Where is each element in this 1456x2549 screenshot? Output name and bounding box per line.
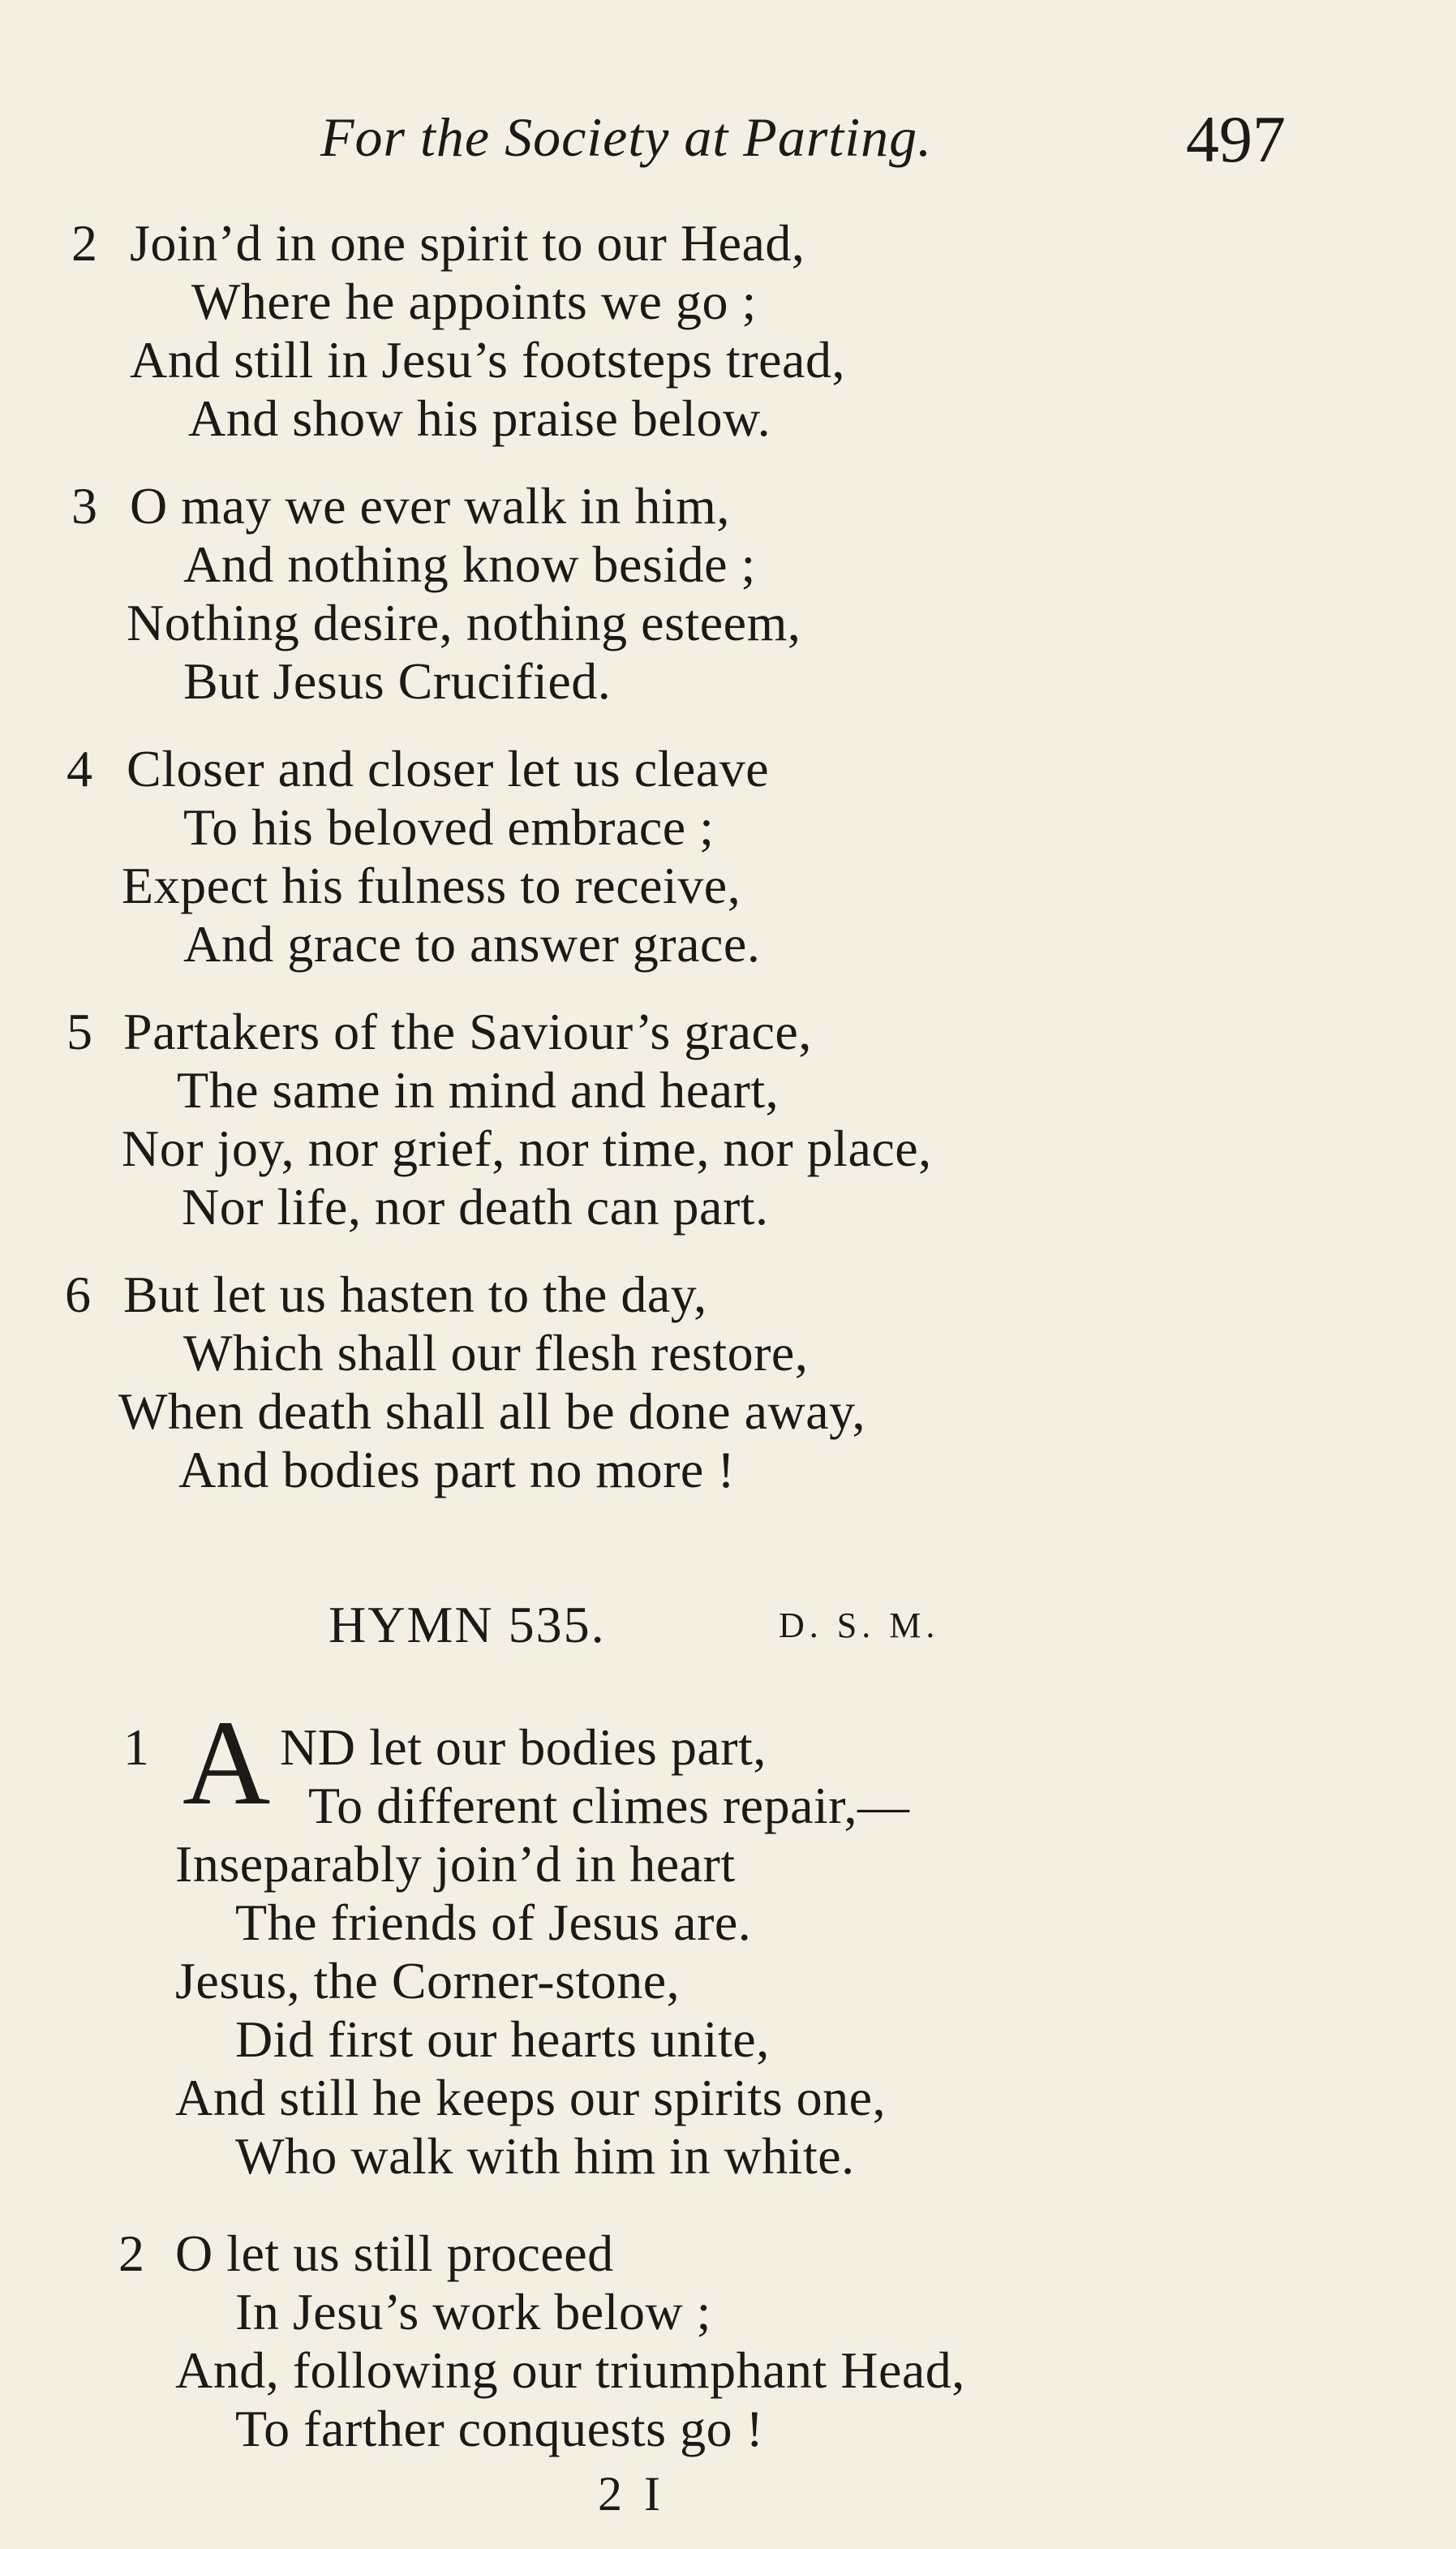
drop-cap: A (183, 1696, 271, 1830)
verse-line: But Jesus Crucified. (183, 652, 612, 710)
stanza-number: 2 (118, 2224, 144, 2282)
stanza-number: 1 (123, 1718, 149, 1776)
verse-line: Which shall our flesh restore, (183, 1324, 809, 1382)
verse-line: And bodies part no more ! (178, 1441, 736, 1498)
verse-line: When death shall all be done away, (118, 1382, 865, 1440)
stanza-number: 5 (67, 1003, 92, 1060)
page-number: 497 (1186, 102, 1286, 176)
running-title: For the Society at Parting. (320, 106, 933, 168)
verse-line: Who walk with him in white. (235, 2127, 855, 2185)
verse-line: And still in Jesu’s footsteps tread, (130, 331, 845, 389)
verse-line: ND let our bodies part, (280, 1718, 767, 1776)
verse-line: Jesus, the Corner-stone, (175, 1952, 681, 2010)
verse-line: O may we ever walk in him, (130, 477, 730, 535)
verse-line: The friends of Jesus are. (235, 1893, 752, 1951)
verse-line: To different climes repair,— (308, 1777, 910, 1834)
verse-line: Inseparably join’d in heart (175, 1835, 736, 1893)
verse-line: To his beloved embrace ; (183, 798, 715, 856)
verse-line: And grace to answer grace. (183, 915, 761, 973)
stanza-number: 2 (71, 214, 97, 272)
verse-line: Where he appoints we go ; (191, 273, 757, 330)
verse-line: Closer and closer let us cleave (127, 740, 770, 797)
verse-line: O let us still proceed (175, 2224, 614, 2282)
hymn-title: HYMN 535. (329, 1596, 606, 1653)
verse-line: But let us hasten to the day, (123, 1266, 707, 1323)
verse-line: And still he keeps our spirits one, (175, 2069, 887, 2126)
verse-line: And, following our triumphant Head, (175, 2341, 965, 2399)
verse-line: Partakers of the Saviour’s grace, (123, 1003, 812, 1060)
verse-line: Join’d in one spirit to our Head, (130, 214, 805, 272)
stanza-number: 6 (65, 1266, 91, 1323)
verse-line: Nor life, nor death can part. (182, 1178, 769, 1236)
hymn-meter: D. S. M. (779, 1605, 940, 1645)
verse-line: Did first our hearts unite, (235, 2010, 770, 2068)
signature-mark: 2 I (598, 2467, 665, 2521)
verse-line: To farther conquests go ! (235, 2400, 764, 2457)
verse-line: And show his praise below. (188, 389, 771, 447)
verse-line: Nor joy, nor grief, nor time, nor place, (122, 1120, 932, 1177)
stanza-number: 3 (71, 477, 97, 535)
verse-line: And nothing know beside ; (183, 535, 756, 593)
verse-line: In Jesu’s work below ; (235, 2283, 711, 2341)
stanza-number: 4 (67, 740, 92, 797)
verse-line: The same in mind and heart, (177, 1061, 780, 1119)
verse-line: Nothing desire, nothing esteem, (127, 594, 801, 651)
verse-line: Expect his fulness to receive, (122, 857, 741, 914)
